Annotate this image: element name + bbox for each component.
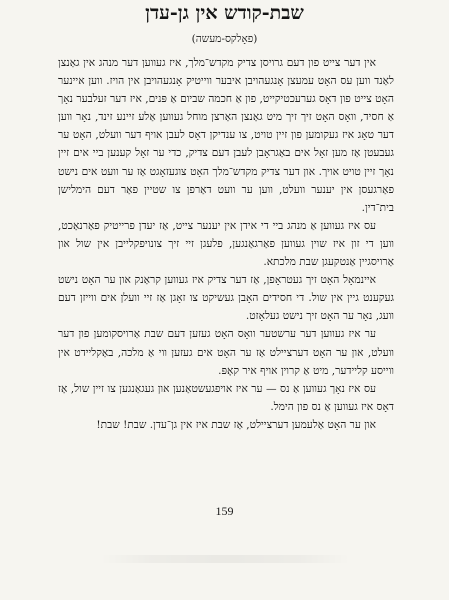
body-text: [58, 54, 394, 434]
paragraph: עס איז געווען אַ מנהג ביי די אידן אין יענער צייט, אַז יעדן פרייטיק פאַרנאַכט, ווען די זון איז שוין געווען פאַרגאַנגען, פלעגן זיי זיך צונויפקלייבן אין שול און אַרויסגיין אַנטקעגן שבת מלכתא.: [58, 219, 394, 269]
paragraph: און ער האָט אַלעמען דערציילט, אַז שבת איז אין גן־עדן. שבת! שבת!: [96, 418, 376, 431]
page-subtitle: (פאָלקס-מעשה): [191, 33, 258, 45]
paragraph: איינמאָל האָט זיך געטראָפן, אַז דער צדיק איז געווען קראַנק און ער האָט נישט געקענט גיין אין שול. די חסידים האָבן געשיקט צו זאָגן אַז זיי וועלן אים ווייזן דעם וועג, נאָר ער האָט זיך נישט געלאָזט.: [58, 274, 394, 323]
page-number: 159: [215, 504, 234, 518]
paragraph: אין דער צייט פון דעם גרויסן צדיק מקדש־מלך, איז געווען דער מנהג אין גאַנצן לאַנד ווען עס האָט עמעצן אָנגעהויבן איבער ווייטיק אָנגעהויבן אין הויז. ווען איינער האָט צייט פון דאָס גערעכטיקייט, פון אַ חכמה שביום אַ פּנים, איז דער זעלבער נאָך אַ חסיד, וואָס האָט זיך זיך מיט גאַנצן האַרצן מוחל געווען אַלע זיינע זינד, נאָר ווען דער טאָג איז געקומען פון זיין טויט, צו ענדיקן דאָס לעבן אויף דער וועלט, האָט ער געבעטן אַז מען זאָל אים באַגראָבן לעבן דעם צדיק, כדי ער זאָל קענען ביי אים זיין נאָך זיין טויט אויך. און דער צדיק מקדש־מלך האָט צוגעזאָגט אַז ער וועט אים נישט פאַרגעסן אין יענער וועלט, ווען ער וועט דאַרפן צו שטיין פאַר דעם הימלישן בית־דין.: [58, 57, 394, 214]
paragraph: עס איז נאָך געווען אַ נס — ער איז אויפגעשטאַנען און געגאַנגען צו זיין שול, אַז דאָס איז געווען אַ נס פון הימל.: [58, 382, 394, 413]
bleed-through-shadow: [100, 555, 350, 563]
paragraph: ער איז געווען דער ערשטער וואָס האָט געזען דעם שבת אַרויסקומען פון דער וועלט, און ער האָט דערציילט אַז ער האָט אים געזען ווי אַ מלכה, באַקליידט אין ווייסע קליידער, מיט אַ קרוין אויף איר קאָפּ.: [58, 328, 394, 377]
page-title: שבת-קודש אין גן-עדן: [145, 2, 304, 24]
